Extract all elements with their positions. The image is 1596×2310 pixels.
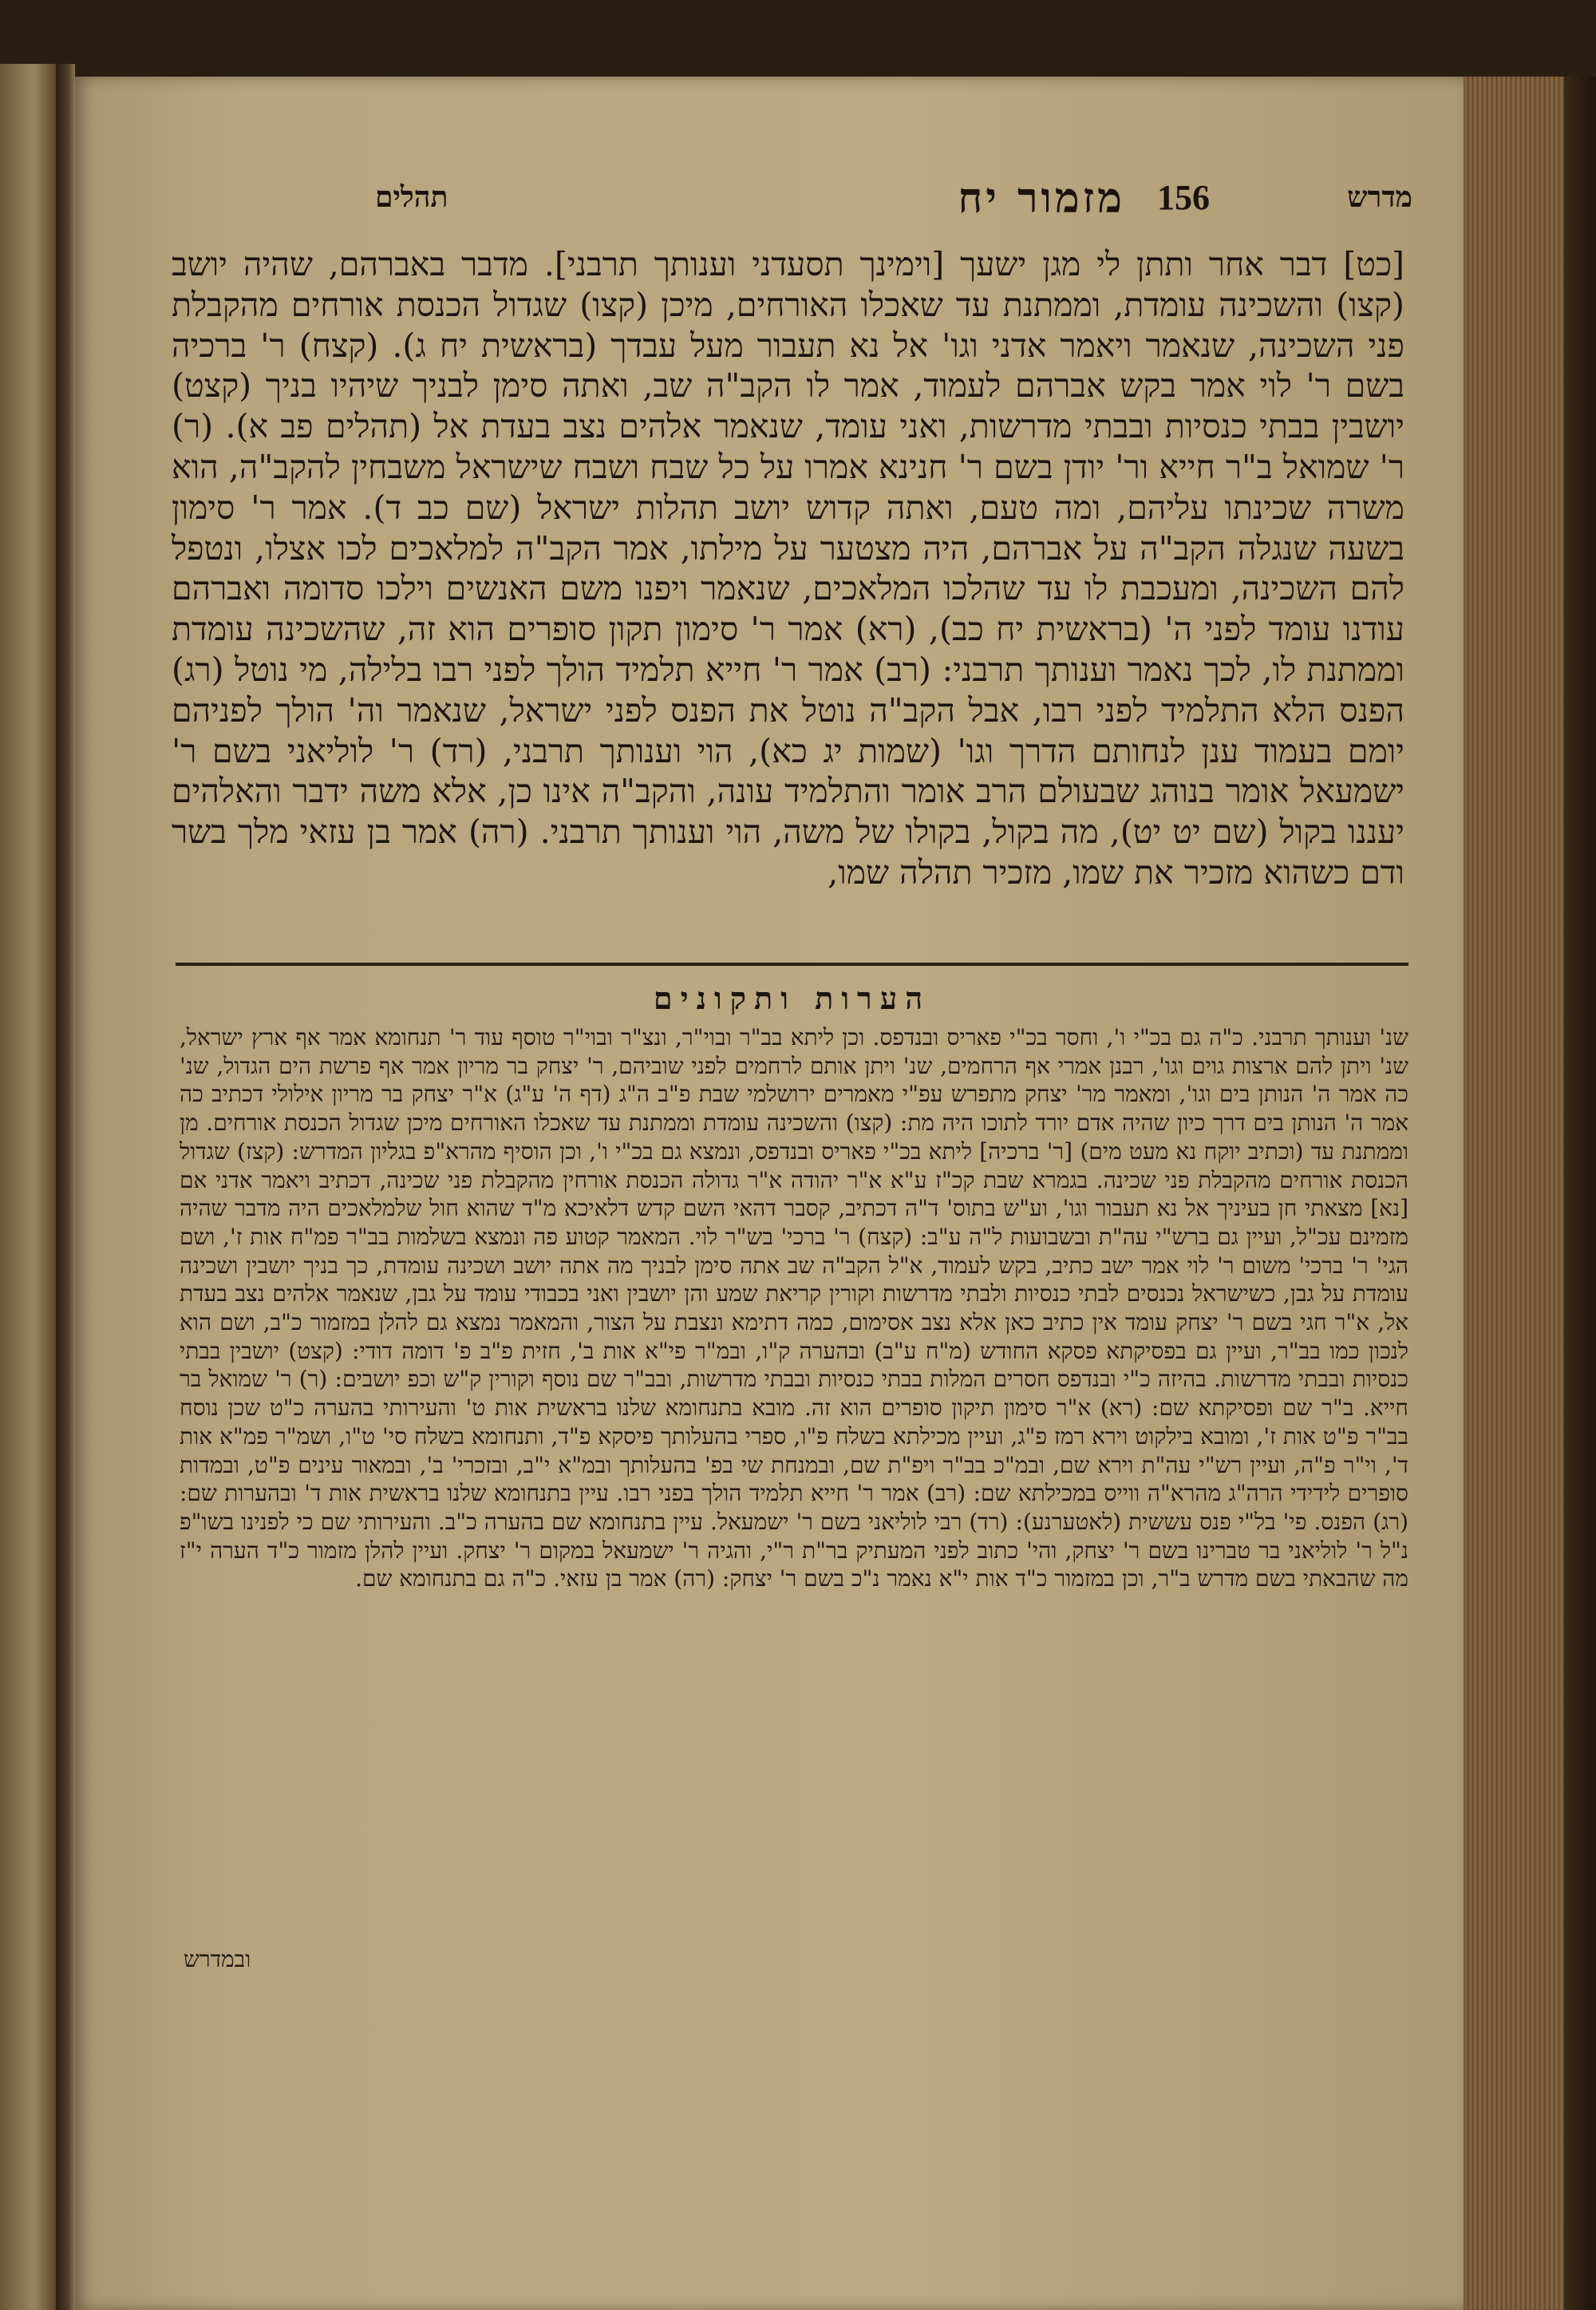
main-text: [כט] דבר אחר ותתן לי מגן ישעך [וימינך תסעדני וענותך תרבני]. מדבר באברהם, שהיה יושב (קצו) והשכינה עומדת, וממתנת עד שאכלו האורחים, מיכן (קצו) שגדול הכנסת אורחים מהקבלת פני השכינה, שנאמר ויאמר אדני וגו' אל נא תעבור מעל עבדך (בראשית יח ג). (קצח) ר' ברכיה בשם ר' לוי אמר בקש אברהם לעמוד, אמר לו הקב"ה שב, ואתה סימן לבניך שיהיו בניך (קצט) יושבין בבתי כנסיות ובבתי מדרשות, ואני עומד, שנאמר אלהים נצב בעדת אל (תהלים פב א). (ר) ר' שמואל ב"ר חייא ור' יודן בשם ר' חנינא אמרו על כל שבח ושבח שישראל משבחין להקב"ה, הוא משרה שכינתו עליהם, ומה טעם, ואתה קדוש יושב תהלות ישראל (שם כב ד). אמר ר' סימון בשעה שנגלה הקב"ה על אברהם, היה מצטער על מילתו, אמר הקב"ה למלאכים לכו אצלו, ונטפל להם השכינה, ומעכבת לו עד שהלכו המלאכים, שנאמר ויפנו משם האנשים וילכו סדומה ואברהם עודנו עומד לפני ה' (בראשית יח כב), (רא) אמר ר' סימון תקון סופרים הוא זה, שהשכינה עומדת וממתנת לו, לכך נאמר וענותך תרבני: (רב) אמר ר' חייא תלמיד הולך לפני רבו בלילה, מי נוטל (רג) הפנס הלא התלמיד לפני רבו, אבל הקב"ה נוטל את הפנס לפני ישראל, שנאמר וה' הולך לפניהם יומם בעמוד ענן לנחותם הדרך וגו' (שמות יג כא), הוי וענותך תרבני, (רד) ר' לוליאני בשם ר' ישמעאל אומר בנוהג שבעולם הרב אומר והתלמיד עונה, והקב"ה אינו כן, אלא משה ידבר והאלהים יעננו בקול (שם יט יט), מה בקול, בקולו של משה, הוי וענותך תרבני. (רה) אמר בן עזאי מלך בשר ודם כשהוא מזכיר את שמו, מזכיר תהלה שמו, [172,245,1404,892]
header-section-left: תהלים [375,180,448,214]
book-gutter [56,64,75,2310]
notes-text: שנ' וענותך תרבני. כ"ה גם בכ"י ו', וחסר בכ"י פאריס ובנדפס. וכן ליתא בב"ר ובוי"ר, ונצ"ר ובוי"ר טוסף עוד ר' תנחומא אמר אף ארץ ישראל, שנ' ויתן להם ארצות גוים וגו', רבנן אמרי אף הרחמים, שנ' ויתן אותם לרחמים לפני שוביהם, ר' יצחק בר מריון אמר אף פרשת הים הגדול, שנ' כה אמר ה' הנותן בים וגו', ומאמר מר' יצחק מתפרש עפ"י מאמרים ירושלמי שבת פ"ב ה"ג (דף ה' ע"ג) א"ר יצחק בר מריון אילולי דכתיב כה אמר ה' הנותן בים דרך כיון שהיה אדם יורד לתוכו היה מת: (קצו) והשכינה עומדת וממתנת עד שאכלו האורחים מיכן שגדול הכנסת אורחים. מן וממתנת עד (וכתיב יוקח נא מעט מים) [ר' ברכיה] ליתא בכ"י פאריס ובנדפס, ונמצא גם בכ"י ו', וכן הוסיף מהרא"פ בגליון המדרש: (קצז) שגדול הכנסת אורחים מהקבלת פני שכינה. בגמרא שבת קכ"ז ע"א א"ר יהודה א"ר גדולה הכנסת אורחין מהקבלת פני שכינה, דכתיב ויאמר אדני אם [נא] מצאתי חן בעיניך אל נא תעבור וגו', וע"ש בתוס' ד"ה דכתיב, קסבר דהאי השם קדש דלאיכא מ"ד שהוא חול שלמלאכים היה מדבר שהיה מזמינם עכ"ל, ועיין גם ברש"י עה"ת ובשבועות ל"ה ע"ב: (קצח) ר' ברכי' בש"ר לוי. המאמר קטוע פה ונמצא בשלמות בב"ר פמ"ח אות ז', ושם הגי' ר' ברכי' משום ר' לוי אמר ישב כתיב, בקש לעמוד, א"ל הקב"ה שב אתה סימן לבניך מה אתה יושב ושכינה עומדת, כך בניך יושבין ושכינה עומדת על גבן, כשישראל נכנסים לבתי כנסיות ולבתי מדרשות וקורין קריאת שמע והן יושבין ואני בכבודי עומד על גבן, שנאמר אלהים נצב בעדת אל, א"ר חגי בשם ר' יצחק עומד אין כתיב כאן אלא נצב אסימום, כמה דתימא ונצבת על הצור, והמאמר נמצא גם להלן במזמור כ"ב, ושם הוא לנכון כמו בב"ר, ועיין גם בפסיקתא פסקא החודש (מ"ח ע"ב) ובהערה ק"ו, ובמ"ר פי"א אות ב', חזית פ"ב פ' דומה דודי: (קצט) יושבין בבתי כנסיות ובבתי מדרשות. בהיזה כ"י ובנדפס חסרים המלות בבתי כנסיות ובבתי מדרשות, ובב"ר שם נוסף וקורין ק"ש וכפ יושבים: (ר) ר' שמואל בר חייא. ב"ר שם ופסיקתא שם: (רא) א"ר סימון תיקון סופרים הוא זה. מובא בתנחומא שלנו בראשית אות ט' והעירותי בהערה כ"ט שכן נוסח בב"ר פ"ט אות ז', ומובא בילקוט וירא רמז פ"ג, ועיין מכילתא בשלח פ"ו, ספרי בהעלותך פיסקא פ"ד, ותנחומא בשלח סי' ט"ו, ושמ"ר פמ"א אות ד', וי"ר פ"ה, ועיין רש"י עה"ת וירא שם, ובמ"כ בב"ר ויפ"ת שם, ובמנחת שי בפ' בהעלותך ובמ"א י"ב, ובזכרי' ב', ובמאור עינים פ"ט, ובמדות סופרים לידידי הרה"ג מהרא"ה ווייס במכילתא שם: (רב) אמר ר' חייא תלמיד הולך בפני רבו. עיין בתנחומא שלנו בראשית אות ד' ובהערות שם: (רג) הפנס. פי' בל"י פנס עששית (לאטערנע): (רד) רבי לוליאני בשם ר' ישמעאל. עיין בתנחומא שם בהערה כ"ב. והעירותי שם כי לפנינו בשו"פ נ"ל ר' לוליאני בר טברינו בשם ר' יצחק, והי' כתוב לפני המעתיק בר"ת ר"י, והגיה ר' ישמעאל במקום ר' יצחק. ועיין להלן מזמור כ"ד הערה י"ז מה שהבאתי בשם מדרש ב"ר, וכן במזמור כ"ד אות י"א נאמר נ"כ בשם ר' יצחק: (רה) אמר בן עזאי. כ"ה גם בתנחומא שם. [180,1024,1408,1592]
section-divider [176,963,1408,966]
book-cover-edge [1564,77,1596,2310]
catchword: ובמדרש [184,1946,251,1972]
page-number: 156 [1157,178,1210,217]
previous-page-edge [0,64,56,2310]
header-section-right: מדרש [1347,180,1412,214]
header-title: מזמור יח [958,174,1125,223]
notes-heading: הערות ותקונים [653,980,931,1016]
running-header [375,174,1412,230]
